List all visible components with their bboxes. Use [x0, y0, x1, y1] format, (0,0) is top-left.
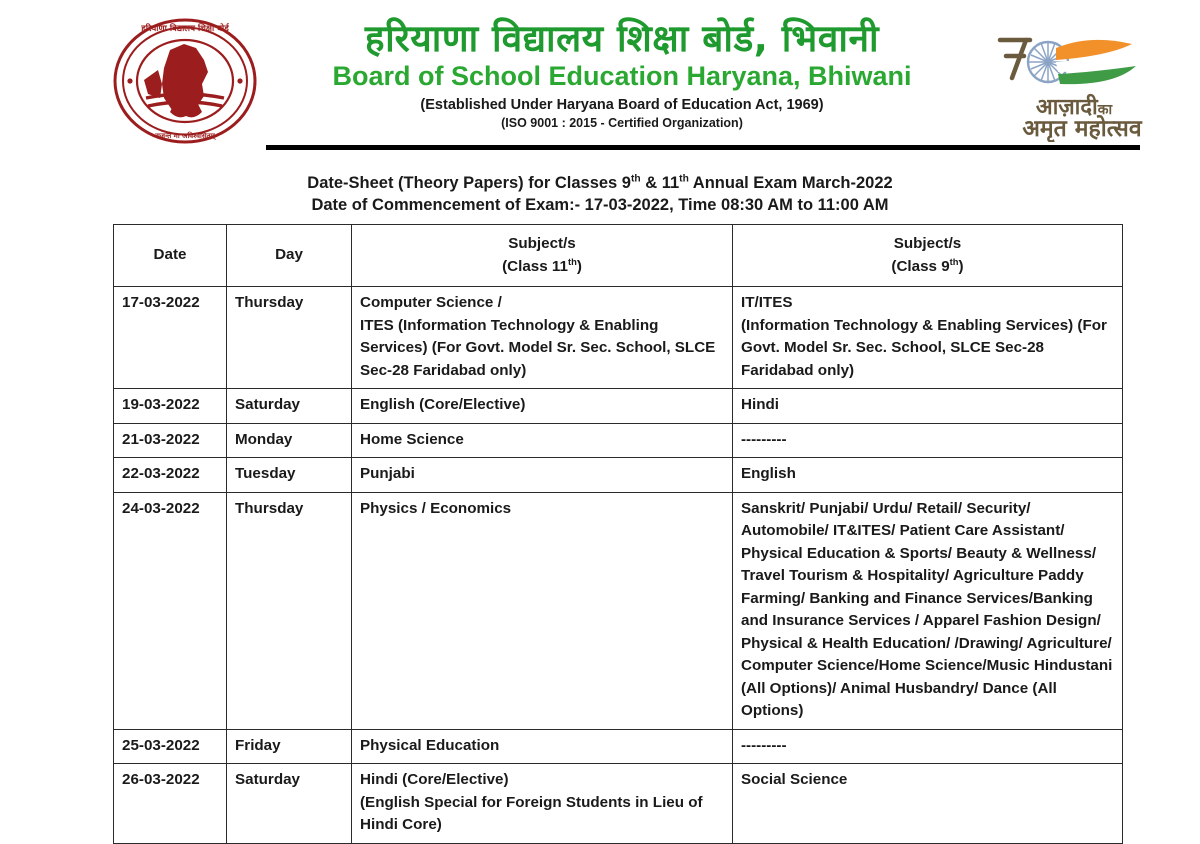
cell-date: 22-03-2022: [114, 458, 227, 493]
class9-header-line2: (Class 9th): [891, 255, 964, 275]
cell-date: 25-03-2022: [114, 729, 227, 764]
cell-class11: Hindi (Core/Elective) (English Special for Foreign Students in Lieu of Hindi Core): [352, 764, 733, 844]
cell-class11: Physical Education: [352, 729, 733, 764]
title-line1-mid: & 11: [640, 174, 680, 192]
cell-class9: Sanskrit/ Punjabi/ Urdu/ Retail/ Security/ Automobile/ IT&ITES/ Patient Care Assistant/ Physical Education & Sports/ Beauty & Wellness/ Travel Tourism & Hospitality/ Agriculture Paddy Farming/ Banking and Finance Services/Banking and Insurance Services / Apparel Fashion Design/ Physical & Health Education/ /Drawing/ Agriculture/ Computer Science/Home Science/Music Hindustani (All Options)/ Animal Husbandry/ Dance (All Options): [733, 492, 1123, 729]
table-row: [114, 458, 1123, 493]
cell-class9: Social Science: [733, 764, 1123, 844]
cell-class11: English (Core/Elective): [352, 389, 733, 424]
datesheet-title-line-2: Date of Commencement of Exam:- 17-03-2022, Time 08:30 AM to 11:00 AM: [311, 196, 889, 214]
table-row: [114, 287, 1123, 389]
cell-day: Tuesday: [227, 458, 352, 493]
cell-day: Thursday: [227, 492, 352, 729]
cell-class9: ---------: [733, 729, 1123, 764]
cell-class11: Physics / Economics: [352, 492, 733, 729]
letterhead: [0, 0, 1200, 148]
table-header-row: [114, 225, 1123, 287]
board-name-english: Board of School Education Haryana, Bhiwani: [332, 61, 912, 91]
cell-date: 26-03-2022: [114, 764, 227, 844]
cell-day: Saturday: [227, 764, 352, 844]
cell-class11: Punjabi: [352, 458, 733, 493]
class9-header-line1: Subject/s: [893, 235, 962, 252]
title-line1-post: Annual Exam March-2022: [688, 174, 893, 192]
cell-date: 17-03-2022: [114, 287, 227, 389]
cell-class11: Home Science: [352, 423, 733, 458]
column-header-day: Day: [227, 225, 352, 287]
table-row: [114, 729, 1123, 764]
cell-day: Saturday: [227, 389, 352, 424]
title-line1-sup1: th: [630, 173, 641, 185]
cell-class9: English: [733, 458, 1123, 493]
azadi-ka-amrit-mahotsav-logo-icon: [986, 22, 1168, 142]
class11-header-line1: Subject/s: [508, 235, 576, 252]
cell-class11: Computer Science / ITES (Information Technology & Enabling Services) (For Govt. Model Sr. Sec. School, SLCE Sec-28 Faridabad only): [352, 287, 733, 389]
cell-date: 21-03-2022: [114, 423, 227, 458]
established-line: (Established Under Haryana Board of Education Act, 1969): [420, 97, 824, 113]
cell-class9: ---------: [733, 423, 1123, 458]
datesheet-title-line-1: [0, 172, 1200, 194]
table-row: [114, 423, 1123, 458]
cell-date: 19-03-2022: [114, 389, 227, 424]
title-line1-sup2: th: [679, 173, 689, 185]
datesheet-table-container: [113, 224, 1122, 844]
column-header-subjects-class9: [733, 225, 1123, 287]
svg-text:राजन्ते मा अविश्वसितम्: राजन्ते मा अविश्वसितम्: [155, 132, 215, 140]
table-row: [114, 389, 1123, 424]
header-divider-rule: [266, 145, 1140, 150]
svg-text:आज़ादीका: आज़ादीका: [1035, 95, 1113, 120]
cell-date: 24-03-2022: [114, 492, 227, 729]
table-row: [114, 492, 1123, 729]
board-name-hindi: हरियाणा विद्यालय शिक्षा बोर्ड, भिवानी: [364, 17, 880, 60]
cell-day: Thursday: [227, 287, 352, 389]
datesheet-table: [113, 224, 1123, 844]
svg-text:अमृत महोत्सव: अमृत महोत्सव: [1022, 116, 1142, 142]
svg-text:हरियाणा विद्यालय शिक्षा बोर्ड: हरियाणा विद्यालय शिक्षा बोर्ड: [141, 24, 229, 34]
iso-line: (ISO 9001 : 2015 - Certified Organization): [501, 116, 743, 130]
column-header-date: Date: [114, 225, 227, 287]
table-header: [114, 225, 1123, 287]
table-body: [114, 287, 1123, 844]
cell-day: Monday: [227, 423, 352, 458]
bseh-seal-emblem-icon: [112, 18, 258, 144]
cell-class9: Hindi: [733, 389, 1123, 424]
letterhead-titles: [262, 18, 982, 131]
cell-class9: IT/ITES (Information Technology & Enabling Services) (For Govt. Model Sr. Sec. School, SLCE Sec-28 Faridabad only): [733, 287, 1123, 389]
datesheet-title-block: [0, 172, 1200, 216]
cell-day: Friday: [227, 729, 352, 764]
class11-header-line2: (Class 11th): [502, 255, 582, 275]
table-row: [114, 764, 1123, 844]
column-header-subjects-class11: [352, 225, 733, 287]
title-line1-pre: Date-Sheet (Theory Papers) for Classes 9: [307, 174, 631, 192]
